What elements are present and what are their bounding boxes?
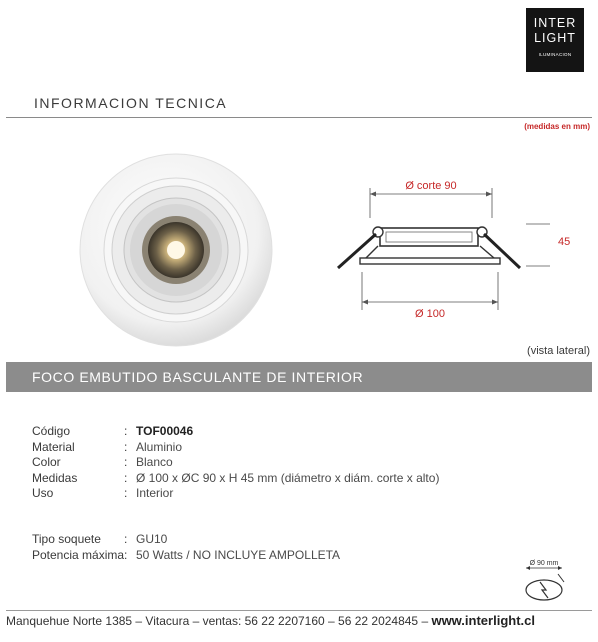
spec-row-socket	[32, 532, 340, 548]
spec-key: Uso	[32, 486, 54, 500]
diameter-dim-label: Ø 100	[415, 308, 445, 320]
spec-key: Potencia máxima	[32, 547, 125, 562]
spec-row-dimensions	[32, 471, 439, 487]
section-title: INFORMACION TECNICA	[34, 95, 228, 111]
fixture-body	[380, 228, 478, 246]
spec-sep: :	[124, 470, 128, 485]
spec-value: GU10	[136, 532, 168, 546]
brand-line2: LIGHT	[534, 31, 576, 45]
cut-icon-label: Ø 90 mm	[529, 560, 559, 567]
spec-value: Aluminio	[136, 439, 183, 454]
footer	[6, 613, 535, 628]
spec-sep: :	[124, 486, 128, 500]
footer-contact: Manquehue Norte 1385 – Vitacura – ventas: 56 22 2207160 – 56 22 2024845 –	[6, 614, 432, 628]
spec-sep: :	[124, 532, 128, 546]
spec-key: Código	[32, 424, 71, 438]
spec-sep: :	[124, 547, 128, 562]
spec-value: 50 Watts / NO INCLUYE AMPOLLETA	[136, 547, 341, 562]
spec-row-code	[32, 424, 439, 440]
spec-value: Ø 100 x ØC 90 x H 45 mm (diámetro x diám. corte x alto)	[136, 470, 440, 485]
product-photo	[76, 152, 276, 352]
spec-key: Tipo soquete	[32, 532, 101, 546]
spec-row-color	[32, 455, 439, 471]
brand-logo	[526, 8, 584, 72]
height-label-holder	[556, 230, 586, 250]
spec-key: Medidas	[32, 470, 78, 485]
height-dim-label: 45	[558, 236, 571, 248]
fixture-flange	[360, 258, 500, 264]
spec-key: Material	[32, 439, 75, 454]
specs-list	[32, 424, 439, 502]
spec-value: TOF00046	[136, 424, 194, 438]
footer-divider	[6, 610, 592, 611]
spec-sep: :	[124, 424, 128, 438]
side-view-diagram	[330, 170, 550, 335]
spec-row-material	[32, 440, 439, 456]
spec-value: Interior	[136, 486, 174, 500]
product-title-bar	[6, 362, 592, 392]
cut-dim-label: Ø corte 90	[405, 180, 457, 192]
product-title: FOCO EMBUTIDO BASCULANTE DE INTERIOR	[32, 369, 364, 385]
spec-row-use	[32, 486, 439, 502]
brand-line1: INTER	[533, 16, 577, 30]
spec-value: Blanco	[136, 455, 173, 469]
spec-sep: :	[124, 439, 128, 454]
spec-key: Color	[32, 455, 61, 469]
view-note: (vista lateral)	[527, 345, 590, 357]
footer-website-link[interactable]: www.interlight.cl	[431, 613, 535, 628]
cut-size-icon	[520, 556, 576, 606]
units-note: (medidas en mm)	[524, 122, 590, 131]
spec-row-power	[32, 548, 340, 564]
electrical-specs-list	[32, 532, 340, 563]
spec-sep: :	[124, 455, 128, 469]
section-divider	[6, 117, 592, 118]
brand-line3: ILUMINACION	[538, 52, 572, 57]
